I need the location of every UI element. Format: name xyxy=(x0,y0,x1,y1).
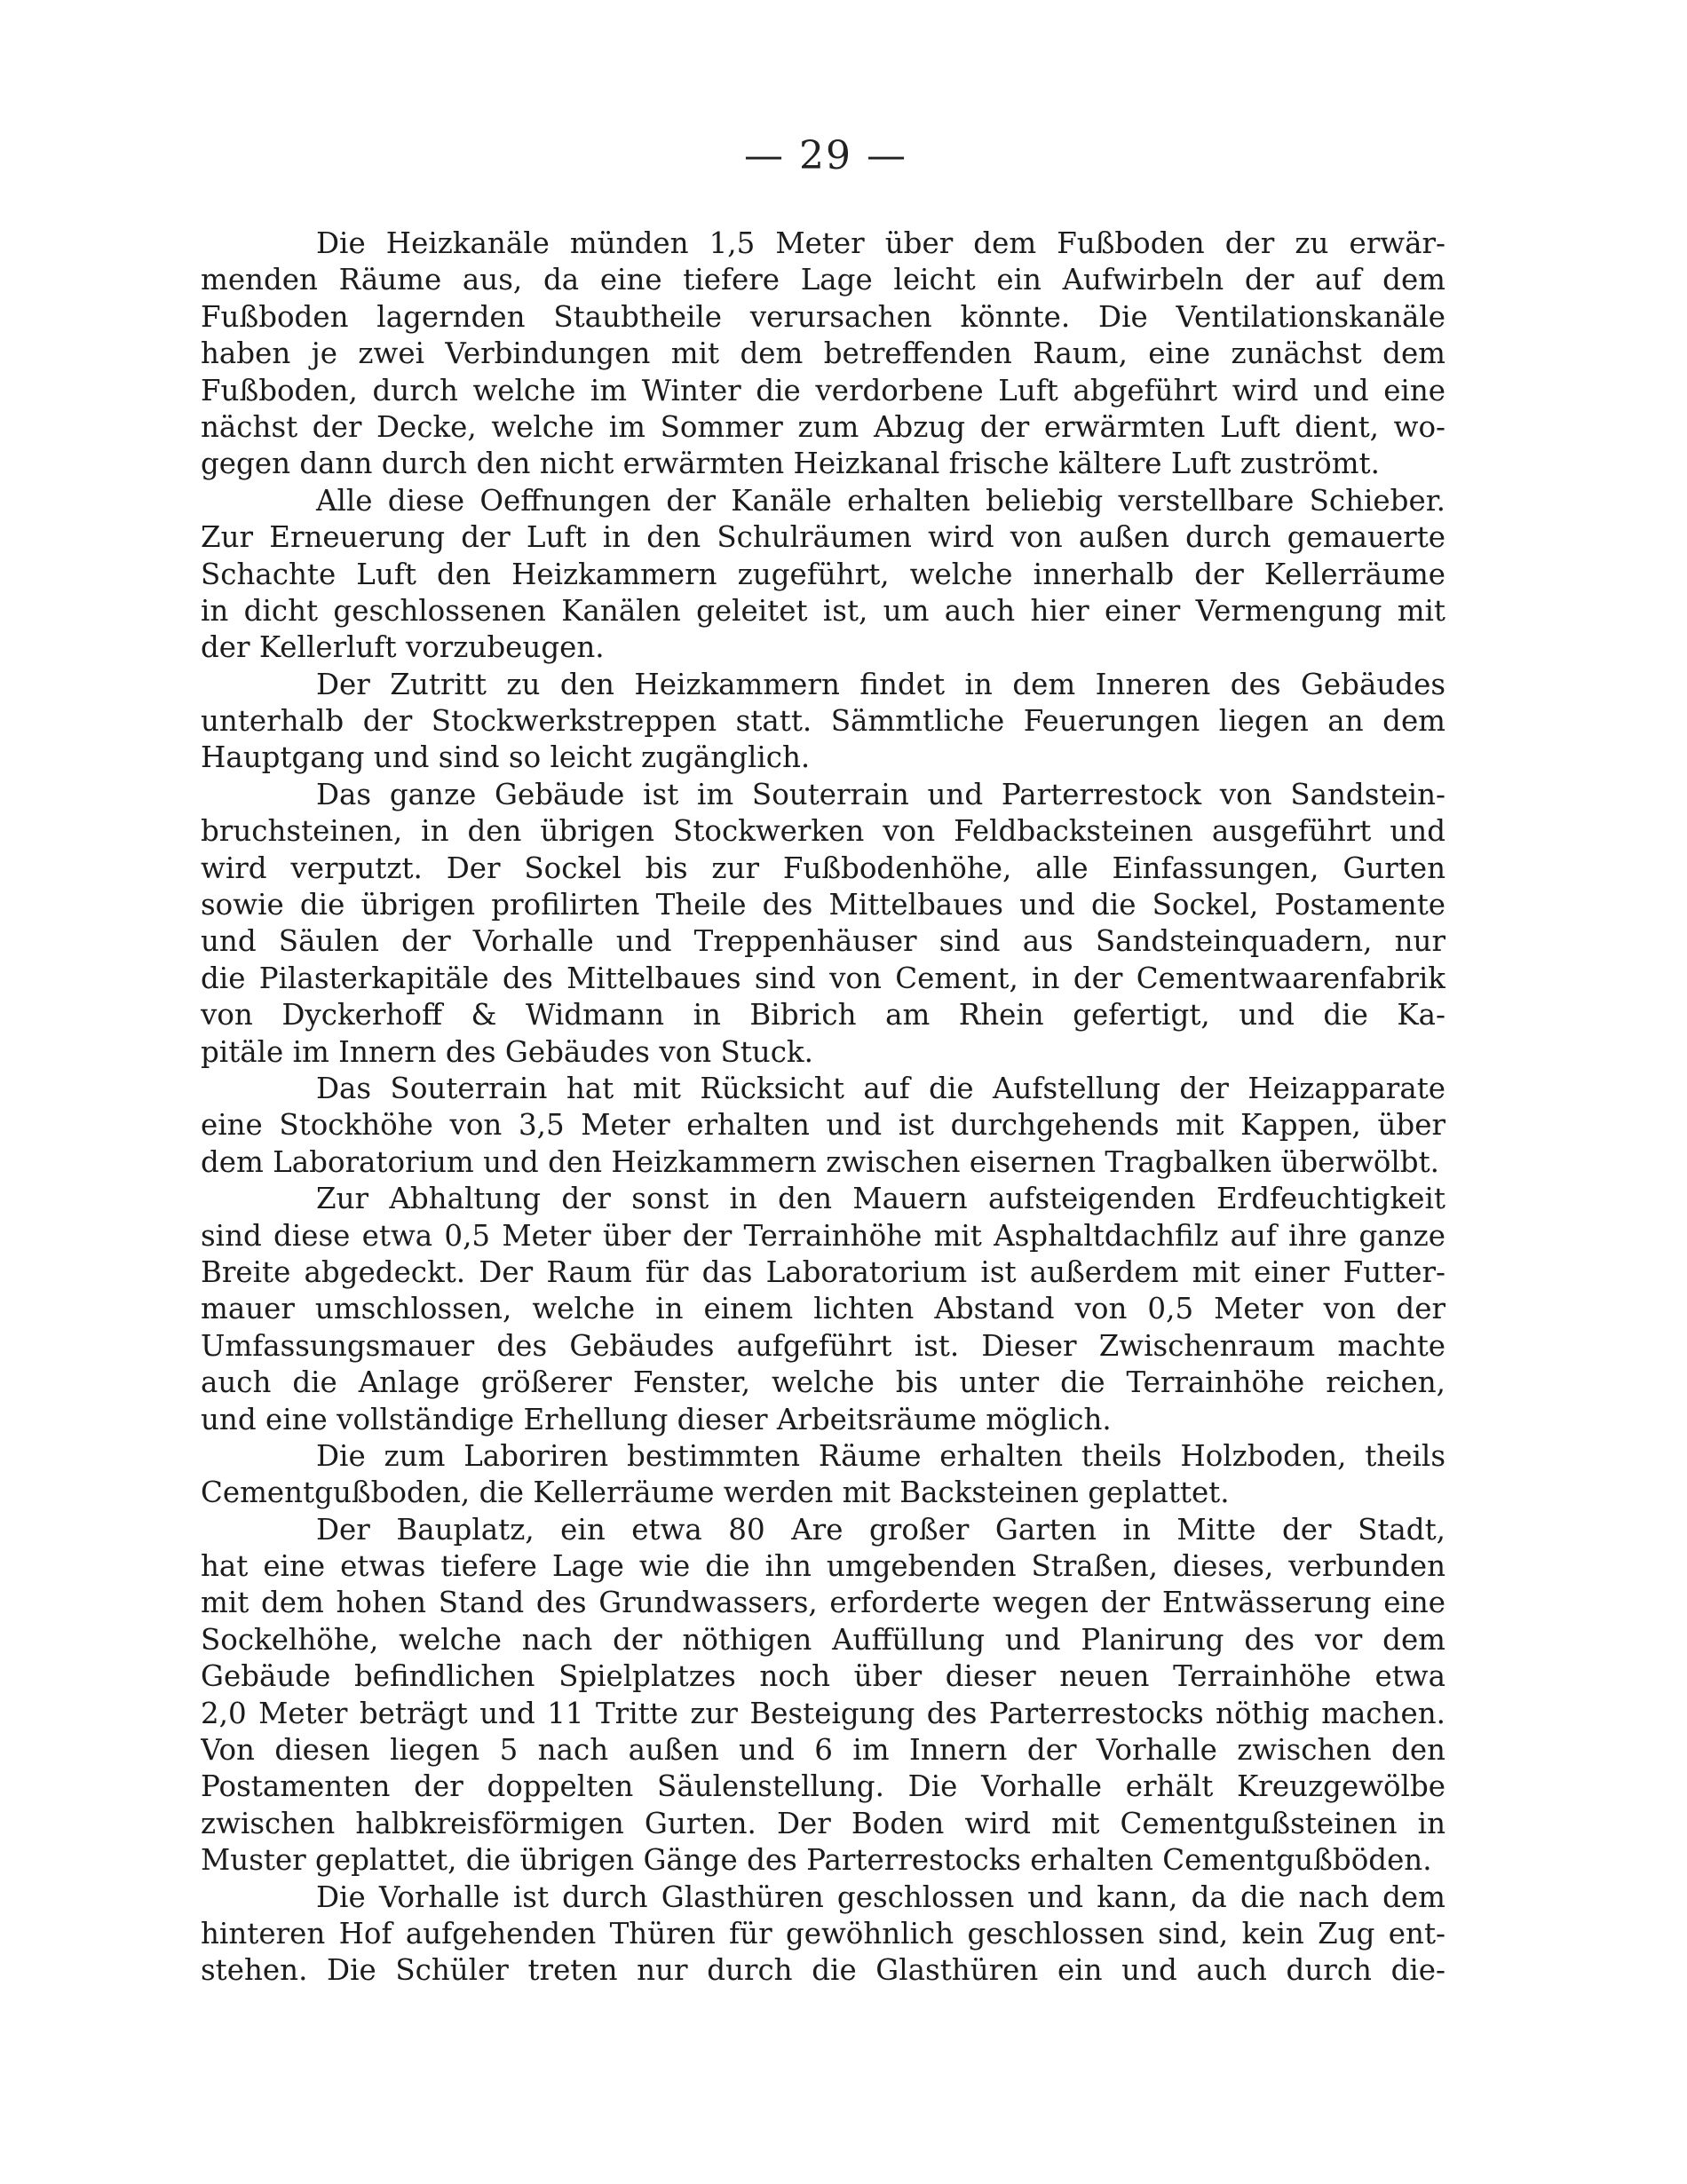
text-line: sind diese etwa 0,5 Meter über der Terrainhöhe mit Asphaltdachfilz auf ihre ganze xyxy=(201,1218,1445,1253)
text-line: Cementgußboden, die Kellerräume werden mit Backsteinen geplattet. xyxy=(201,1476,1230,1510)
text-line: Der Bauplatz, ein etwa 80 Are großer Garten in Mitte der Stadt, xyxy=(316,1512,1445,1547)
text-line: pitäle im Innern des Gebäudes von Stuck. xyxy=(201,1034,813,1069)
text-line: mit dem hohen Stand des Grundwassers, erforderte wegen der Entwässerung eine xyxy=(201,1586,1445,1620)
text-line: die Pilasterkapitäle des Mittelbaues sind von Cement, in der Cementwaarenfabrik xyxy=(201,961,1445,995)
text-line: von Dyckerhoff & Widmann in Bibrich am Rhein gefertigt, und die Ka- xyxy=(201,998,1445,1033)
text-line: 2,0 Meter beträgt und 11 Tritte zur Besteigung des Parterrestocks nöthig machen. xyxy=(201,1696,1445,1730)
text-line: Das Souterrain hat mit Rücksicht auf die Aufstellung der Heizapparate xyxy=(316,1071,1445,1105)
text-line: wird verputzt. Der Sockel bis zur Fußbodenhöhe, alle Einfassungen, Gurten xyxy=(201,851,1445,885)
text-line: dem Laboratorium und den Heizkammern zwischen eisernen Tragbalken überwölbt. xyxy=(201,1144,1439,1179)
paragraph-building-materials xyxy=(201,777,1445,1071)
text-line: Fußboden, durch welche im Winter die verdorbene Luft abgeführt wird und eine xyxy=(201,373,1445,408)
text-line: Die zum Laboriren bestimmten Räume erhalten theils Holzboden, theils xyxy=(316,1438,1445,1473)
text-line: Postamenten der doppelten Säulenstellung. Die Vorhalle erhält Kreuzgewölbe xyxy=(201,1769,1445,1804)
text-line: Der Zutritt zu den Heizkammern findet in dem Inneren des Gebäudes xyxy=(316,667,1445,701)
text-line: Hauptgang und sind so leicht zugänglich. xyxy=(201,740,811,775)
text-line: Muster geplattet, die übrigen Gänge des Parterrestocks erhalten Cementgußböden. xyxy=(201,1843,1432,1878)
text-line: Von diesen liegen 5 nach außen und 6 im Innern der Vorhalle zwischen den xyxy=(201,1733,1445,1768)
paragraph-souterrain xyxy=(201,1071,1445,1181)
text-line: sowie die übrigen profilirten Theile des Mittelbaues und die Sockel, Postamente xyxy=(201,888,1445,922)
text-line: unterhalb der Stockwerkstreppen statt. Sämmtliche Feuerungen liegen an dem xyxy=(201,704,1445,739)
text-line: haben je zwei Verbindungen mit dem betreffenden Raum, eine zunächst dem xyxy=(201,336,1445,371)
body-text xyxy=(201,226,1445,1990)
text-line: eine Stockhöhe von 3,5 Meter erhalten und ist durchgehends mit Kappen, über xyxy=(201,1108,1445,1143)
text-line: Die Heizkanäle münden 1,5 Meter über dem Fußboden der zu erwär- xyxy=(316,226,1445,260)
text-line: Das ganze Gebäude ist im Souterrain und Parterrestock von Sandstein- xyxy=(316,777,1445,811)
text-line: Alle diese Oeffnungen der Kanäle erhalten beliebig verstellbare Schieber. xyxy=(316,483,1445,518)
paragraph-openings xyxy=(201,483,1445,667)
paragraph-moisture xyxy=(201,1181,1445,1438)
text-line: Umfassungsmauer des Gebäudes aufgeführt ist. Dieser Zwischenraum machte xyxy=(201,1328,1445,1363)
text-line: mauer umschlossen, welche in einem lichten Abstand von 0,5 Meter von der xyxy=(201,1292,1445,1326)
text-line: auch die Anlage größerer Fenster, welche bis unter die Terrainhöhe reichen, xyxy=(201,1365,1445,1400)
text-line: und Säulen der Vorhalle und Treppenhäuser sind aus Sandsteinquadern, nur xyxy=(201,924,1445,959)
text-line: Sockelhöhe, welche nach der nöthigen Auffüllung und Planirung des vor dem xyxy=(201,1622,1445,1657)
text-line: Breite abgedeckt. Der Raum für das Laboratorium ist außerdem mit einer Futter- xyxy=(201,1254,1445,1289)
text-line: und eine vollständige Erhellung dieser Arbeitsräume möglich. xyxy=(201,1402,1112,1436)
text-line: der Kellerluft vorzubeugen. xyxy=(201,630,605,665)
text-line: Die Vorhalle ist durch Glasthüren geschlossen und kann, da die nach dem xyxy=(316,1879,1445,1914)
text-line: gegen dann durch den nicht erwärmten Heizkanal frische kältere Luft zuströmt. xyxy=(201,447,1380,481)
text-line: hat eine etwas tiefere Lage wie die ihn umgebenden Straßen, dieses, verbunden xyxy=(201,1549,1445,1584)
text-line: zwischen halbkreisförmigen Gurten. Der Boden wird mit Cementgußsteinen in xyxy=(201,1806,1445,1840)
text-line: Schachte Luft den Heizkammern zugeführt, welche innerhalb der Kellerräume xyxy=(201,557,1445,591)
text-line: Gebäude befindlichen Spielplatzes noch über dieser neuen Terrainhöhe etwa xyxy=(201,1659,1445,1694)
text-line: in dicht geschlossenen Kanälen geleitet ist, um auch hier einer Vermengung mit xyxy=(201,593,1445,628)
paragraph-access xyxy=(201,667,1445,777)
paragraph-heating-channels xyxy=(201,226,1445,483)
text-line: hinteren Hof aufgehenden Thüren für gewöhnlich geschlossen sind, kein Zug ent- xyxy=(201,1916,1445,1951)
text-line: nächst der Decke, welche im Sommer zum Abzug der erwärmten Luft dient, wo- xyxy=(201,409,1445,444)
text-line: stehen. Die Schüler treten nur durch die Glasthüren ein und auch durch die- xyxy=(201,1953,1445,1988)
text-line: Zur Erneuerung der Luft in den Schulräumen wird von außen durch gemauerte xyxy=(201,520,1445,555)
text-line: menden Räume aus, da eine tiefere Lage leicht ein Aufwirbeln der auf dem xyxy=(201,263,1445,297)
paragraph-floors xyxy=(201,1438,1445,1512)
text-line: Fußboden lagernden Staubtheile verursachen könnte. Die Ventilationskanäle xyxy=(201,299,1445,334)
paragraph-building-site xyxy=(201,1512,1445,1879)
text-line: Zur Abhaltung der sonst in den Mauern aufsteigenden Erdfeuchtigkeit xyxy=(316,1182,1445,1216)
paragraph-vestibule xyxy=(201,1879,1445,1990)
text-line: bruchsteinen, in den übrigen Stockwerken von Feldbacksteinen ausgeführt und xyxy=(201,814,1445,849)
page-number: — 29 — xyxy=(744,133,907,178)
